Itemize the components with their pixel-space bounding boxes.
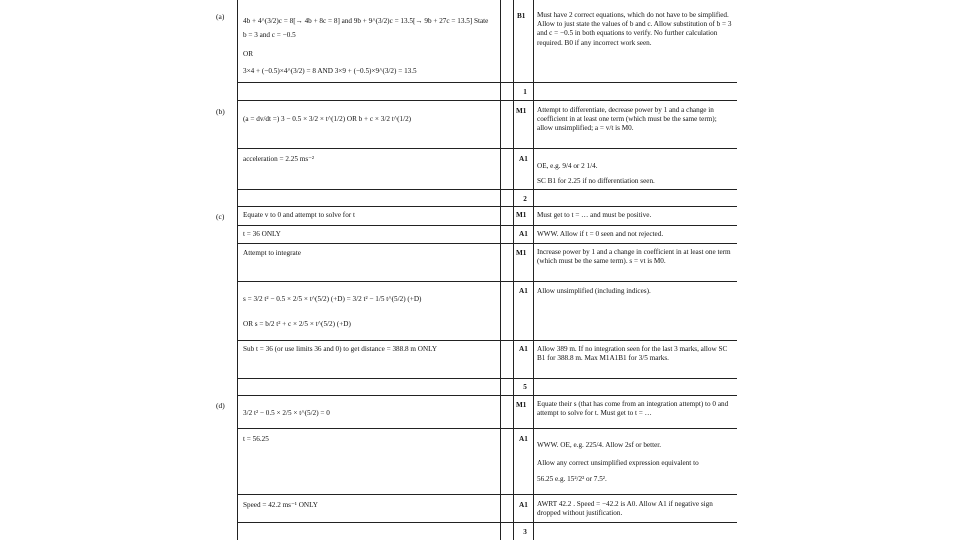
row-rule (237, 100, 737, 101)
part-b-label: (b) (216, 107, 225, 116)
part-d-guidance-1: Equate their s (that has come from an integration attempt) to 0 and attempt to solve for t. Must get to t = … (537, 400, 729, 418)
part-d-answer-1: 3/2 t² − 0.5 × 2/5 × t^(5/2) = 0 (243, 409, 330, 417)
part-d-guidance-2a: WWW. OE, e.g. 225/4. Allow 2sf or better. (537, 441, 662, 449)
part-c-mark-4: A1 (519, 287, 528, 295)
part-d-total: 3 (523, 528, 527, 536)
part-b-answer-1: (a = dv/dt =) 3 − 0.5 × 3/2 × t^(1/2) OR b + c × 3/2 t^(1/2) (243, 115, 412, 123)
part-a-label: (a) (216, 12, 225, 21)
part-c-answer-4b: OR s = b/2 t² + c × 2/5 × t^(5/2) (+D) (243, 320, 351, 328)
part-c-answer-2: t = 36 ONLY (243, 230, 281, 238)
row-rule (237, 148, 737, 149)
row-rule (237, 395, 737, 396)
part-d-mark-2: A1 (519, 435, 528, 443)
part-c-answer-4a: s = 3/2 t² − 0.5 × 2/5 × t^(5/2) (+D) = 3/2 t² − 1/5 t^(5/2) (+D) (243, 295, 422, 303)
part-a-answer-line2: b = 3 and c = −0.5 (243, 31, 296, 39)
part-c-mark-2: A1 (519, 230, 528, 238)
part-c-answer-5: Sub t = 36 (or use limits 36 and 0) to get distance = 388.8 m ONLY (243, 345, 438, 353)
row-rule (237, 378, 737, 379)
row-rule (237, 82, 737, 83)
part-a-or: OR (243, 50, 253, 58)
part-d-guidance-3: AWRT 42.2 . Speed = −42.2 is A0. Allow A1 if negative sign dropped without justification. (537, 500, 713, 518)
column-divider-guidance (533, 0, 534, 540)
part-b-answer-2: acceleration = 2.25 ms⁻² (243, 155, 315, 163)
part-d-answer-2: t = 56.25 (243, 435, 269, 443)
row-rule (237, 189, 737, 190)
part-b-guidance-2b: SC B1 for 2.25 if no differentiation seen. (537, 177, 655, 185)
part-c-guidance-2: WWW. Allow if t = 0 seen and not rejected. (537, 230, 664, 238)
part-a-mark: B1 (517, 12, 526, 20)
part-d-answer-3: Speed = 42.2 ms⁻¹ ONLY (243, 501, 318, 509)
column-divider-left (237, 0, 238, 540)
part-c-total: 5 (523, 383, 527, 391)
part-b-total: 2 (523, 195, 527, 203)
part-d-guidance-2c: 56.25 e.g. 15²/2² or 7.5². (537, 475, 607, 483)
column-divider-marks (513, 0, 514, 540)
row-rule (237, 428, 737, 429)
row-rule (237, 281, 737, 282)
part-b-mark-2: A1 (519, 155, 528, 163)
part-c-answer-1: Equate v to 0 and attempt to solve for t (243, 211, 355, 219)
row-rule (237, 340, 737, 341)
part-d-guidance-2b: Allow any correct unsimplified expression equivalent to (537, 459, 699, 467)
part-c-guidance-5: Allow 389 m. If no integration seen for the last 3 marks, allow SC B1 for 388.8 m. Max M1A1B1 for 3/5 marks. (537, 345, 728, 363)
row-rule (237, 494, 737, 495)
part-d-mark-3: A1 (519, 501, 528, 509)
column-divider-answer (500, 0, 501, 540)
part-a-guidance: Must have 2 correct equations, which do not have to be simplified. Allow to just state the values of b and c. Allow substitution of b = 3 and c = −0.5 in both equations to verify. No further calculation required. B0 if any incorrect work seen. (537, 11, 732, 47)
part-c-guidance-4: Allow unsimplified (including indices). (537, 287, 651, 295)
part-d-label: (d) (216, 401, 225, 410)
part-b-guidance-1: Attempt to differentiate, decrease power by 1 and a change in coefficient in at least one term (which must be the same term); allow unsimplified; a = v/t is M0. (537, 106, 717, 133)
part-c-answer-3: Attempt to integrate (243, 249, 301, 257)
part-c-mark-1: M1 (516, 211, 527, 219)
row-rule (237, 522, 737, 523)
part-d-mark-1: M1 (516, 401, 527, 409)
row-rule (237, 206, 737, 207)
part-a-answer-line3: 3×4 + (−0.5)×4^(3/2) = 8 AND 3×9 + (−0.5)×9^(3/2) = 13.5 (243, 67, 417, 75)
part-a-answer-line1: 4b + 4^(3/2)c = 8[→ 4b + 8c = 8] and 9b + 9^(3/2)c = 13.5[→ 9b + 27c = 13.5] State (243, 17, 489, 25)
part-a-total: 1 (523, 88, 527, 96)
row-rule (237, 243, 737, 244)
part-c-label: (c) (216, 212, 225, 221)
row-rule (237, 225, 737, 226)
part-c-mark-5: A1 (519, 345, 528, 353)
part-b-mark-1: M1 (516, 107, 527, 115)
part-c-mark-3: M1 (516, 249, 527, 257)
part-c-guidance-1: Must get to t = … and must be positive. (537, 211, 652, 219)
part-b-guidance-2a: OE, e.g. 9/4 or 2 1/4. (537, 162, 598, 170)
part-c-guidance-3: Increase power by 1 and a change in coefficient in at least one term (which must be the same term). s = vt is M0. (537, 248, 731, 266)
